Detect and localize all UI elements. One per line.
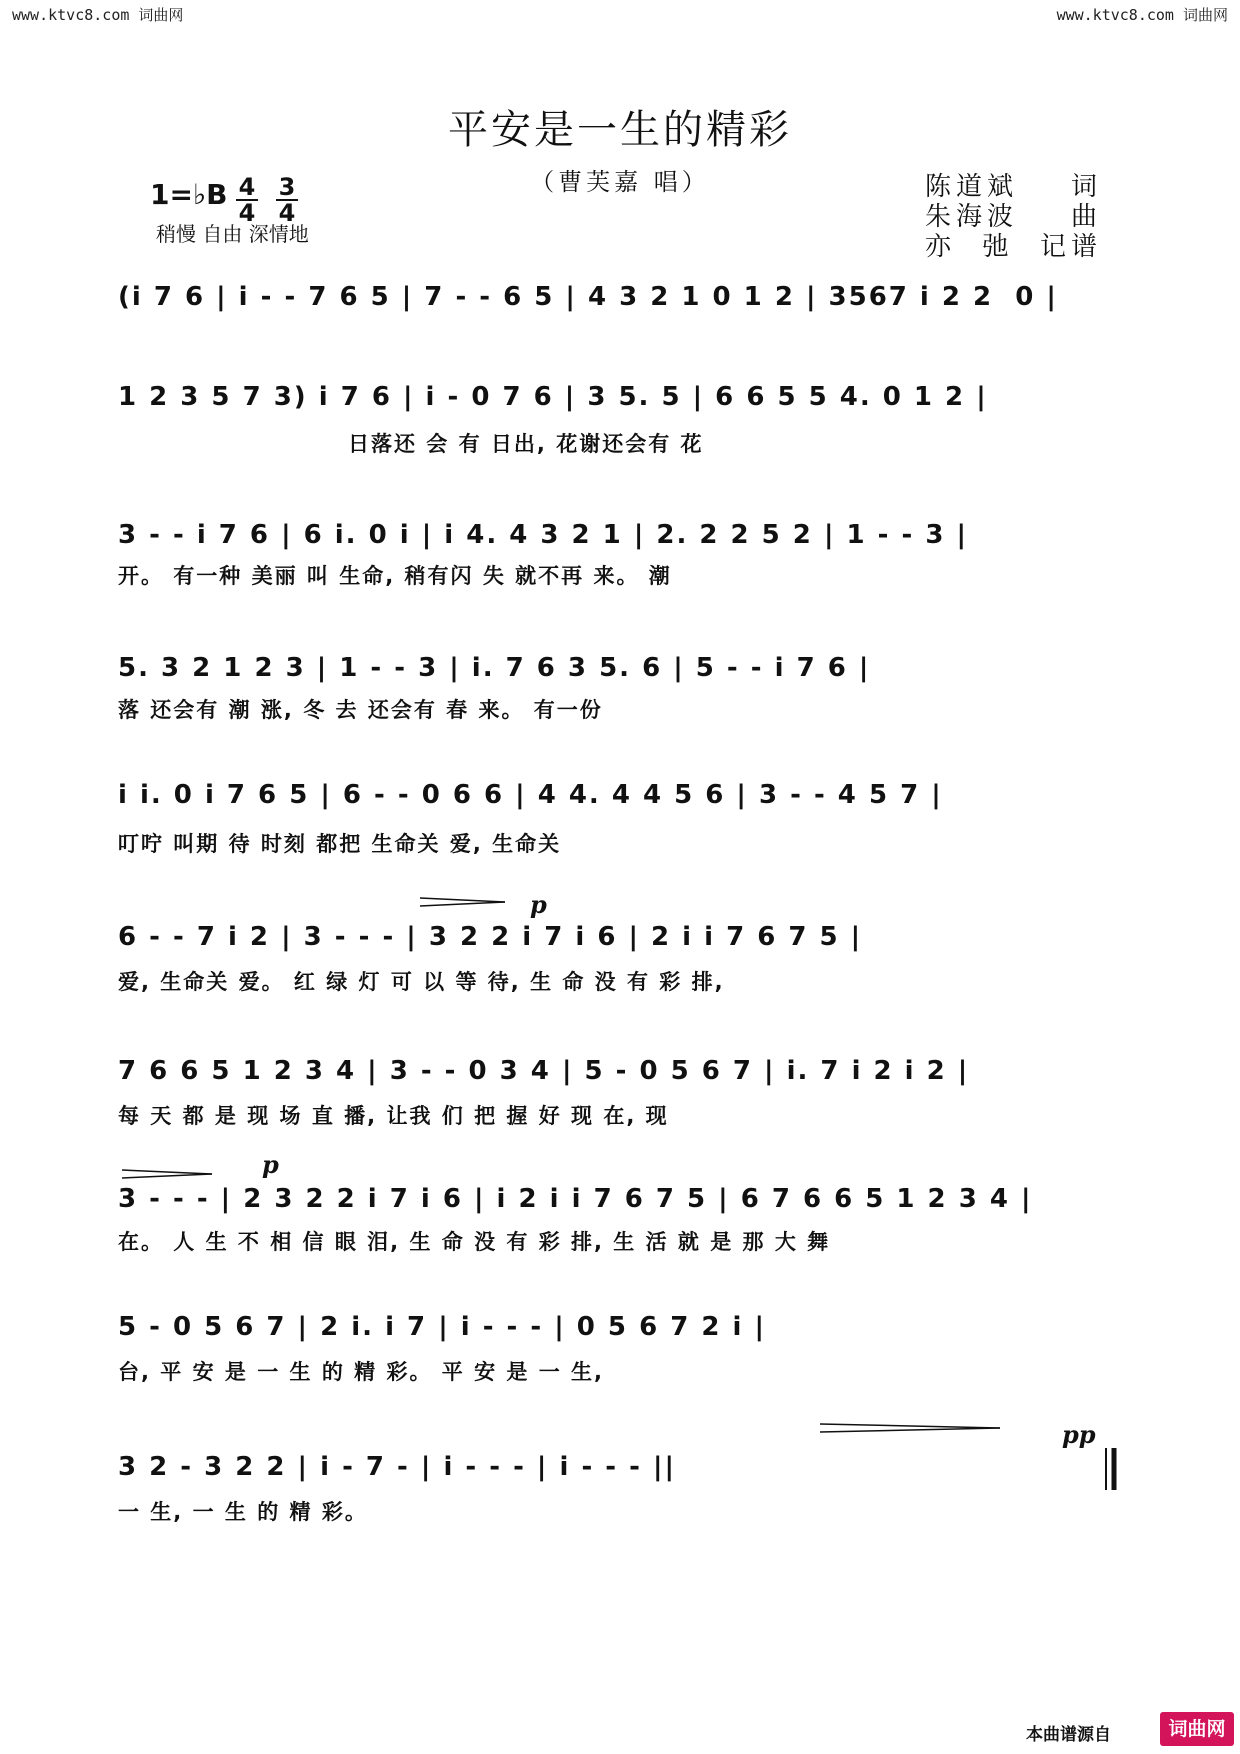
- footer-logo[interactable]: 词曲网: [1160, 1712, 1234, 1746]
- notation-row-5: i i. 0 i 7 6 5 | 6 - - 0 6 6 | 4 4. 4 4 5 6 | 3 - - 4 5 7 |: [118, 780, 943, 810]
- notation-row-2: 1 2 3 5 7 3) i 7 6 | i - 0 7 6 | 3 5. 5 | 6 6 5 5 4. 0 1 2 |: [118, 382, 988, 412]
- lyric-row-3: 开。 有一种 美丽 叫 生命, 稍有闪 失 就不再 来。 潮: [118, 564, 672, 588]
- key-signature: 1=♭B: [150, 178, 228, 211]
- decrescendo-hairpin: [420, 902, 505, 906]
- site-header-right: www.ktvc8.com 词曲网: [1056, 6, 1228, 24]
- lyric-row-8: 在。 人 生 不 相 信 眼 泪, 生 命 没 有 彩 排, 生 活 就 是 那 大 舞: [118, 1230, 831, 1254]
- lyric-row-7: 每 天 都 是 现 场 直 播, 让我 们 把 握 好 现 在, 现: [118, 1104, 669, 1128]
- decrescendo-hairpin: [820, 1424, 1000, 1428]
- time-signature-3-4: [276, 173, 298, 227]
- time-sig-top: 3: [278, 173, 296, 201]
- notation-row-7: 7 6 6 5 1 2 3 4 | 3 - - 0 3 4 | 5 - 0 5 6 7 | i. 7 i 2 i 2 |: [118, 1056, 970, 1086]
- dynamic-p-2: p: [262, 1150, 279, 1179]
- decrescendo-hairpin: [420, 898, 505, 902]
- lyric-row-10: 一 生, 一 生 的 精 彩。: [118, 1500, 368, 1524]
- song-title: 平安是一生的精彩: [448, 107, 792, 153]
- notation-row-4: 5. 3 2 1 2 3 | 1 - - 3 | i. 7 6 3 5. 6 | 5 - - i 7 6 |: [118, 653, 871, 683]
- lyric-row-4: 落 还会有 潮 涨, 冬 去 还会有 春 来。 有一份: [118, 698, 603, 722]
- dynamic-pp: pp: [1062, 1420, 1096, 1449]
- footer-source-text: 本曲谱源自: [1026, 1725, 1111, 1745]
- time-sig-bottom: 4: [238, 199, 256, 227]
- lyric-row-9: 台, 平 安 是 一 生 的 精 彩。 平 安 是 一 生,: [118, 1360, 604, 1384]
- notation-row-1: (i 7 6 | i - - 7 6 5 | 7 - - 6 5 | 4 3 2 1 0 1 2 | 3567 i 2 2 0 |: [118, 282, 1058, 312]
- singer-credit: （曹芙嘉 唱）: [530, 168, 710, 196]
- notation-row-6: 6 - - 7 i 2 | 3 - - - | 3 2 2 i 7 i 6 | 2 i i 7 6 7 5 |: [118, 922, 863, 952]
- notation-row-10: 3 2 - 3 2 2 | i - 7 - | i - - - | i - - - ||: [118, 1452, 676, 1482]
- composer-credit: 朱海波 曲: [925, 202, 1103, 232]
- notation-row-8: 3 - - - | 2 3 2 2 i 7 i 6 | i 2 i i 7 6 7 5 | 6 7 6 6 5 1 2 3 4 |: [118, 1184, 1033, 1214]
- notation-row-3: 3 - - i 7 6 | 6 i. 0 i | i 4. 4 3 2 1 | 2. 2 2 5 2 | 1 - - 3 |: [118, 520, 968, 550]
- lyric-row-5: 叮咛 叫期 待 时刻 都把 生命关 爱, 生命关: [118, 832, 562, 856]
- lyric-row-6: 爱, 生命关 爱。 红 绿 灯 可 以 等 待, 生 命 没 有 彩 排,: [118, 970, 725, 994]
- lyric-row-2: 日落还 会 有 日出, 花谢还会有 花: [348, 432, 704, 456]
- site-header-left: www.ktvc8.com 词曲网: [12, 6, 184, 24]
- transcriber-credit: 亦 弛 记谱: [925, 232, 1103, 262]
- decrescendo-hairpin: [122, 1174, 212, 1178]
- time-signature-4-4: [236, 173, 258, 227]
- tempo-marking: 稍慢 自由 深情地: [156, 222, 309, 246]
- lyricist-credit: 陈道斌 词: [925, 172, 1103, 202]
- decrescendo-hairpin: [122, 1170, 212, 1174]
- dynamic-p-1: p: [530, 890, 547, 919]
- time-sig-top: 4: [238, 173, 256, 201]
- time-sig-bottom: 4: [278, 199, 296, 227]
- notation-row-9: 5 - 0 5 6 7 | 2 i. i 7 | i - - - | 0 5 6 7 2 i |: [118, 1312, 766, 1342]
- decrescendo-hairpin: [820, 1428, 1000, 1432]
